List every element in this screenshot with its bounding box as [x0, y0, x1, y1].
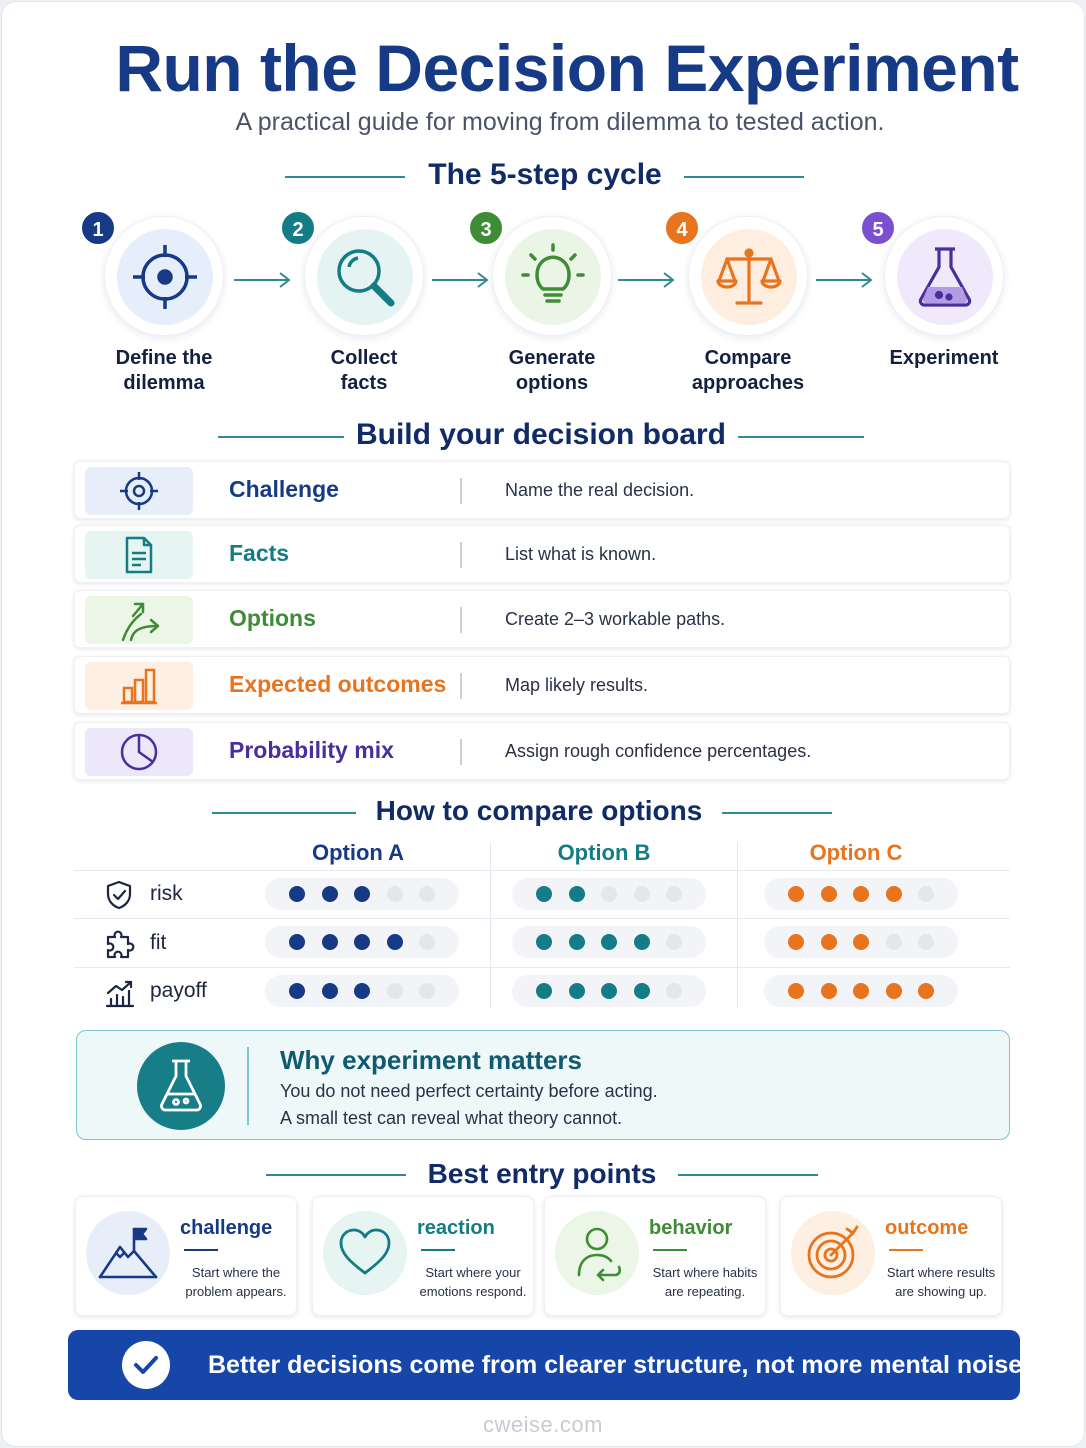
rating-dot-filled [821, 983, 837, 999]
rating-dot-filled [886, 886, 902, 902]
rating-dot-empty [419, 983, 435, 999]
board-description: Assign rough confidence percentages. [505, 741, 812, 761]
board-row-expected-outcomes [74, 656, 1010, 714]
step-label: Experiment [889, 347, 999, 369]
rating-dot-empty [419, 886, 435, 902]
rating-dot-filled [387, 934, 403, 950]
lightbulb-icon [519, 243, 587, 311]
rating-dot-filled [289, 934, 305, 950]
step-number: 1 [80, 210, 116, 246]
rating-dot-filled [289, 886, 305, 902]
step-number: 3 [468, 210, 504, 246]
why-experiment-callout [76, 1030, 1010, 1140]
pie-chart-icon [119, 732, 159, 772]
rating-dot-filled [354, 886, 370, 902]
board-description: List what is known. [505, 544, 657, 564]
criterion-label: risk [150, 882, 183, 905]
entry-card-outcome [780, 1196, 1002, 1316]
step-label: Compare approaches [691, 347, 805, 394]
compare-title: How to compare options [375, 795, 703, 826]
rating-dot-filled [821, 886, 837, 902]
board-row-facts [74, 525, 1010, 583]
arrow-right-icon [618, 270, 676, 290]
rating-pill [512, 926, 706, 958]
board-title: Build your decision board [355, 418, 727, 451]
card-title: behavior [649, 1217, 733, 1239]
rating-dot-filled [569, 983, 585, 999]
heart-icon [335, 1223, 395, 1283]
rating-dot-empty [387, 886, 403, 902]
branch-arrow-icon [119, 600, 163, 644]
crosshair-icon [131, 243, 199, 311]
page-subtitle: A practical guide for moving from dilemma to tested action. [235, 108, 885, 136]
rating-dot-filled [569, 934, 585, 950]
rating-pill [512, 878, 706, 910]
rating-dot-empty [918, 934, 934, 950]
rating-dot-empty [666, 886, 682, 902]
rating-dot-filled [918, 983, 934, 999]
rating-dot-empty [918, 886, 934, 902]
footer-credit: cweise.com [483, 1412, 603, 1437]
divider-rule [212, 812, 356, 814]
criterion-label: fit [150, 931, 167, 954]
rating-dot-filled [601, 983, 617, 999]
rating-dot-filled [354, 983, 370, 999]
banner-text: Better decisions come from clearer structure, not more mental noise. [208, 1351, 1030, 1379]
check-circle-icon [132, 1351, 160, 1379]
divider-rule [285, 176, 405, 178]
scales-icon [715, 243, 783, 311]
arrow-right-icon [432, 270, 490, 290]
rating-dot-filled [853, 983, 869, 999]
growth-chart-icon [104, 977, 136, 1009]
option-header: Option C [809, 840, 903, 865]
rating-dot-empty [634, 886, 650, 902]
step-number: 4 [664, 210, 700, 246]
rating-dot-filled [289, 983, 305, 999]
rating-dot-filled [853, 886, 869, 902]
rating-dot-empty [666, 934, 682, 950]
person-cycle-icon [567, 1223, 627, 1283]
entry-card-reaction [312, 1196, 534, 1316]
rating-pill [764, 926, 958, 958]
flask-icon [911, 243, 979, 311]
rating-pill [265, 926, 459, 958]
divider-rule [678, 1174, 818, 1176]
card-title: reaction [417, 1217, 495, 1239]
board-label: Probability mix [229, 737, 394, 763]
crosshair-icon [119, 471, 159, 511]
rating-dot-filled [634, 983, 650, 999]
step-number: 5 [860, 210, 896, 246]
card-title: outcome [885, 1217, 969, 1239]
board-label: Expected outcomes [229, 671, 447, 697]
rating-dot-filled [322, 886, 338, 902]
rating-dot-filled [788, 983, 804, 999]
target-icon [803, 1223, 863, 1283]
card-description: Start where results are showing up. [886, 1265, 996, 1299]
board-description: Create 2–3 workable paths. [505, 609, 726, 629]
cycle-title: The 5-step cycle [428, 158, 662, 191]
document-icon [119, 535, 159, 575]
step-label: Define the dilemma [115, 347, 213, 394]
card-description: Start where the problem appears. [185, 1265, 287, 1299]
option-header: Option B [557, 840, 651, 865]
card-title: challenge [180, 1217, 273, 1239]
page-title: Run the Decision Experiment [115, 31, 1019, 105]
shield-check-icon [104, 880, 134, 910]
card-description: Start where your emotions respond. [419, 1265, 527, 1299]
flask-icon [157, 1058, 205, 1114]
arrow-right-icon [816, 270, 874, 290]
rating-pill [265, 878, 459, 910]
rating-pill [512, 975, 706, 1007]
rating-dot-filled [788, 886, 804, 902]
board-label: Facts [229, 540, 290, 566]
rating-dot-filled [354, 934, 370, 950]
rating-pill [764, 975, 958, 1007]
rating-dot-filled [886, 983, 902, 999]
comparison-table [74, 836, 1010, 1012]
callout-text: You do not need perfect certainty before acting. [280, 1081, 658, 1101]
board-row-probability-mix [74, 722, 1010, 780]
option-header: Option A [311, 840, 405, 865]
entry-card-challenge [75, 1196, 297, 1316]
board-description: Name the real decision. [505, 480, 695, 500]
rating-dot-empty [666, 983, 682, 999]
callout-text: A small test can reveal what theory cannot. [280, 1108, 623, 1128]
rating-dot-filled [821, 934, 837, 950]
board-label: Options [229, 605, 316, 631]
callout-title: Why experiment matters [280, 1045, 582, 1075]
rating-dot-empty [419, 934, 435, 950]
mountain-flag-icon [98, 1223, 158, 1283]
rating-dot-empty [601, 886, 617, 902]
entry-title: Best entry points [427, 1158, 657, 1189]
step-label: Generate options [508, 347, 596, 394]
card-description: Start where habits are repeating. [652, 1265, 758, 1299]
rating-dot-filled [536, 983, 552, 999]
rating-dot-filled [536, 934, 552, 950]
rating-pill [764, 878, 958, 910]
rating-dot-filled [601, 934, 617, 950]
bar-chart-icon [119, 666, 159, 706]
rating-dot-filled [322, 983, 338, 999]
board-description: Map likely results. [505, 675, 649, 695]
divider-rule [722, 812, 832, 814]
conclusion-banner [68, 1330, 1030, 1400]
divider-rule [266, 1174, 406, 1176]
arrow-right-icon [234, 270, 292, 290]
rating-dot-empty [387, 983, 403, 999]
infographic-page [2, 2, 1084, 1446]
step-number: 2 [280, 210, 316, 246]
criterion-label: payoff [150, 979, 207, 1002]
board-label: Challenge [229, 476, 339, 502]
step-label: Collect facts [330, 347, 398, 394]
entry-card-behavior [544, 1196, 766, 1316]
board-row-options [74, 590, 1010, 648]
divider-rule [738, 436, 864, 438]
rating-pill [265, 975, 459, 1007]
rating-dot-filled [634, 934, 650, 950]
rating-dot-filled [322, 934, 338, 950]
rating-dot-filled [788, 934, 804, 950]
magnifier-icon [331, 243, 399, 311]
rating-dot-filled [569, 886, 585, 902]
puzzle-icon [104, 929, 136, 961]
divider-rule [684, 176, 804, 178]
rating-dot-filled [853, 934, 869, 950]
rating-dot-filled [536, 886, 552, 902]
board-row-challenge [74, 461, 1010, 519]
rating-dot-empty [886, 934, 902, 950]
divider-rule [218, 436, 344, 438]
